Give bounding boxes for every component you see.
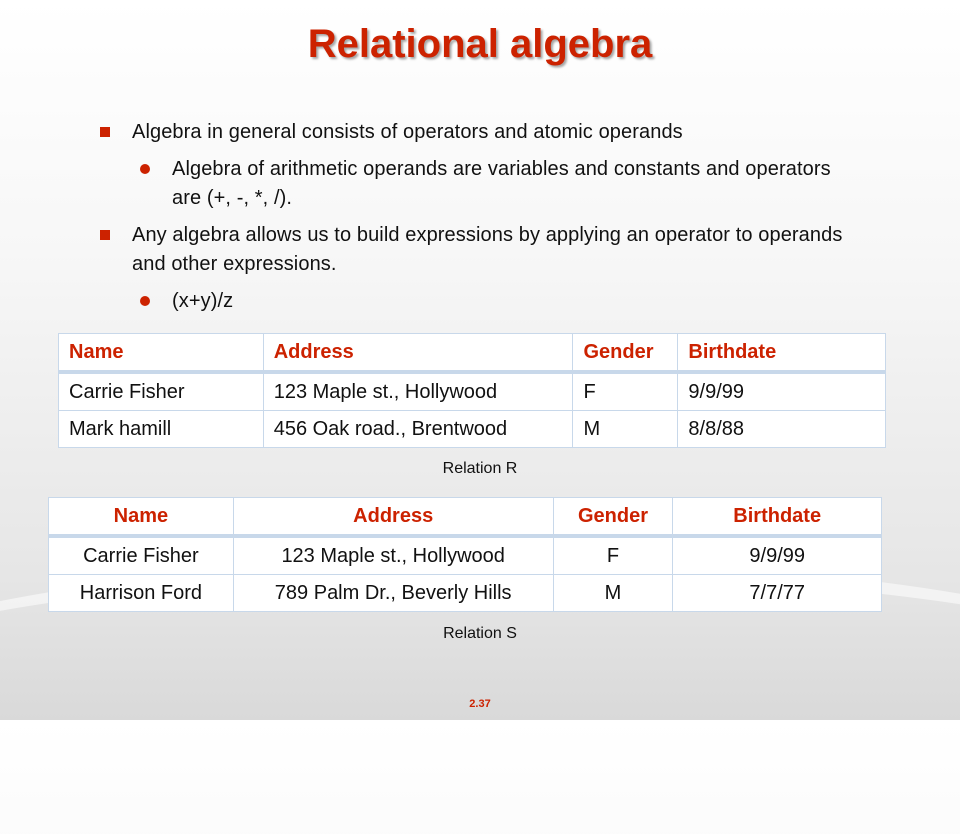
relation-r-caption: Relation R bbox=[442, 460, 518, 477]
relation-r-table bbox=[58, 333, 886, 448]
table-header-row bbox=[59, 334, 886, 373]
table-cell: M bbox=[553, 575, 673, 612]
table-row bbox=[59, 411, 886, 448]
sub-bullet-text: (x+y)/z bbox=[172, 290, 234, 312]
table-cell: 8/8/88 bbox=[678, 411, 886, 448]
bullet-list bbox=[100, 118, 860, 324]
table-cell: 123 Maple st., Hollywood bbox=[263, 372, 573, 411]
column-header: Address bbox=[263, 334, 573, 373]
table-cell: 456 Oak road., Brentwood bbox=[263, 411, 573, 448]
table-row bbox=[59, 372, 886, 411]
sub-bullet-item bbox=[100, 287, 860, 316]
round-bullet-icon bbox=[140, 296, 150, 306]
column-header: Birthdate bbox=[673, 498, 882, 537]
column-header: Name bbox=[59, 334, 264, 373]
table-row bbox=[49, 536, 882, 575]
table-cell: M bbox=[573, 411, 678, 448]
table-cell: 9/9/99 bbox=[678, 372, 886, 411]
table-cell: 9/9/99 bbox=[673, 536, 882, 575]
page-number: 2.37 bbox=[469, 698, 491, 710]
bullet-item bbox=[100, 118, 860, 147]
column-header: Name bbox=[49, 498, 234, 537]
slide-title: Relational algebra bbox=[307, 22, 653, 66]
table-cell: F bbox=[553, 536, 673, 575]
square-bullet-icon bbox=[100, 230, 110, 240]
table-cell: Carrie Fisher bbox=[49, 536, 234, 575]
column-header: Gender bbox=[553, 498, 673, 537]
column-header: Birthdate bbox=[678, 334, 886, 373]
table-row bbox=[49, 575, 882, 612]
table-cell: 789 Palm Dr., Beverly Hills bbox=[233, 575, 553, 612]
bullet-text: Any algebra allows us to build expressions by applying an operator to operands and other expressions. bbox=[132, 224, 843, 275]
bullet-text: Algebra in general consists of operators and atomic operands bbox=[132, 121, 683, 143]
relation-s-caption: Relation S bbox=[443, 625, 517, 642]
relation-s-table bbox=[48, 497, 882, 612]
sub-bullet-text: Algebra of arithmetic operands are variables and constants and operators are (+, -, *, /). bbox=[172, 158, 831, 209]
sub-bullet-item bbox=[100, 155, 860, 213]
square-bullet-icon bbox=[100, 127, 110, 137]
table-cell: 7/7/77 bbox=[673, 575, 882, 612]
table-cell: Carrie Fisher bbox=[59, 372, 264, 411]
column-header: Address bbox=[233, 498, 553, 537]
table-cell: Mark hamill bbox=[59, 411, 264, 448]
column-header: Gender bbox=[573, 334, 678, 373]
table-header-row bbox=[49, 498, 882, 537]
table-cell: 123 Maple st., Hollywood bbox=[233, 536, 553, 575]
bullet-item bbox=[100, 221, 860, 279]
table-cell: Harrison Ford bbox=[49, 575, 234, 612]
round-bullet-icon bbox=[140, 164, 150, 174]
table-cell: F bbox=[573, 372, 678, 411]
